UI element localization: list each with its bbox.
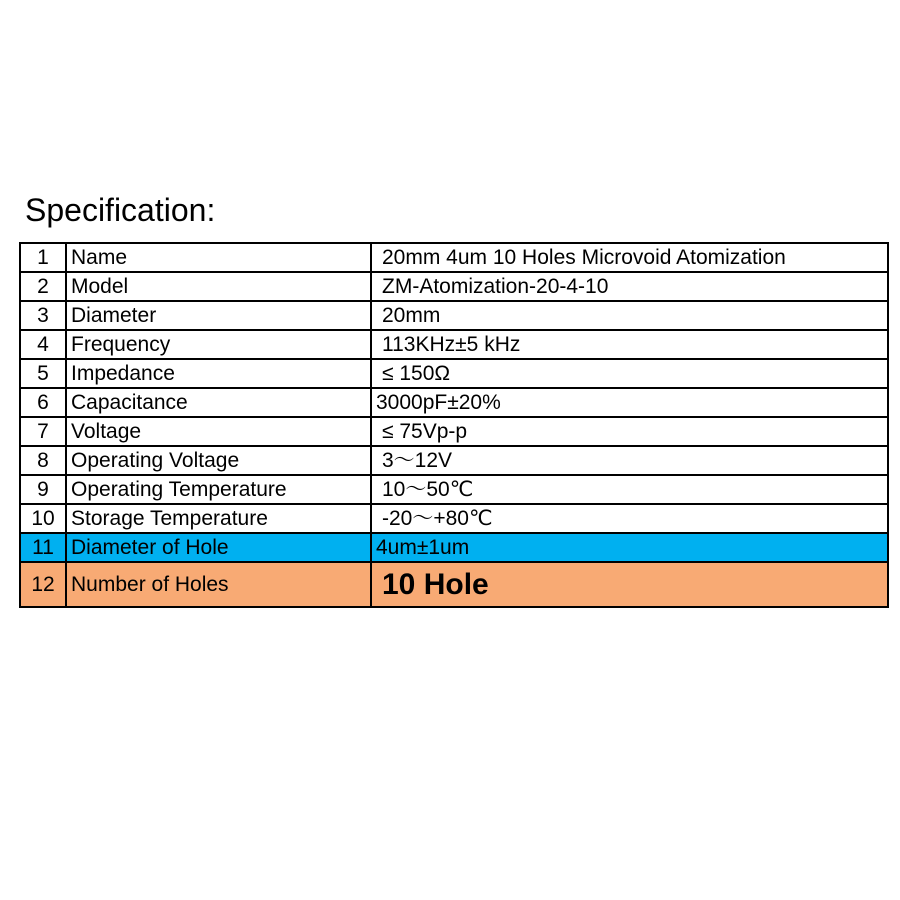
row-number: 8 (20, 446, 66, 475)
spec-name: Voltage (66, 417, 371, 446)
row-number: 9 (20, 475, 66, 504)
table-row (20, 388, 888, 417)
spec-value: ≤ 75Vp-p (371, 417, 888, 446)
spec-name: Capacitance (66, 388, 371, 417)
row-number: 7 (20, 417, 66, 446)
spec-name: Storage Temperature (66, 504, 371, 533)
spec-value: 113KHz±5 kHz (371, 330, 888, 359)
spec-name: Model (66, 272, 371, 301)
row-number: 11 (20, 533, 66, 562)
spec-name: Number of Holes (66, 562, 371, 607)
spec-name: Diameter (66, 301, 371, 330)
table-row (20, 446, 888, 475)
spec-value: 4um±1um (371, 533, 888, 562)
row-number: 12 (20, 562, 66, 607)
spec-value: -20～+80℃ (371, 504, 888, 533)
spec-name: Operating Voltage (66, 446, 371, 475)
table-row (20, 504, 888, 533)
spec-name: Name (66, 243, 371, 272)
table-row-highlighted-blue (20, 533, 888, 562)
row-number: 6 (20, 388, 66, 417)
spec-value: 3～12V (371, 446, 888, 475)
row-number: 10 (20, 504, 66, 533)
table-row (20, 330, 888, 359)
row-number: 4 (20, 330, 66, 359)
row-number: 2 (20, 272, 66, 301)
row-number: 1 (20, 243, 66, 272)
row-number: 3 (20, 301, 66, 330)
row-number: 5 (20, 359, 66, 388)
spec-name: Operating Temperature (66, 475, 371, 504)
spec-name: Diameter of Hole (66, 533, 371, 562)
spec-value: 3000pF±20% (371, 388, 888, 417)
spec-value: 20mm 4um 10 Holes Microvoid Atomization (371, 243, 888, 272)
spec-value: 10 Hole (371, 562, 888, 607)
table-row (20, 359, 888, 388)
spec-value: 20mm (371, 301, 888, 330)
page-title: Specification: (25, 192, 216, 228)
spec-value: 10～50℃ (371, 475, 888, 504)
table-row-highlighted-orange (20, 562, 888, 607)
spec-value: ZM-Atomization-20-4-10 (371, 272, 888, 301)
table-row (20, 272, 888, 301)
table-row (20, 475, 888, 504)
table-row (20, 417, 888, 446)
spec-value: ≤ 150Ω (371, 359, 888, 388)
table-row (20, 301, 888, 330)
spec-name: Frequency (66, 330, 371, 359)
spec-name: Impedance (66, 359, 371, 388)
specification-table (19, 242, 889, 608)
table-row (20, 243, 888, 272)
